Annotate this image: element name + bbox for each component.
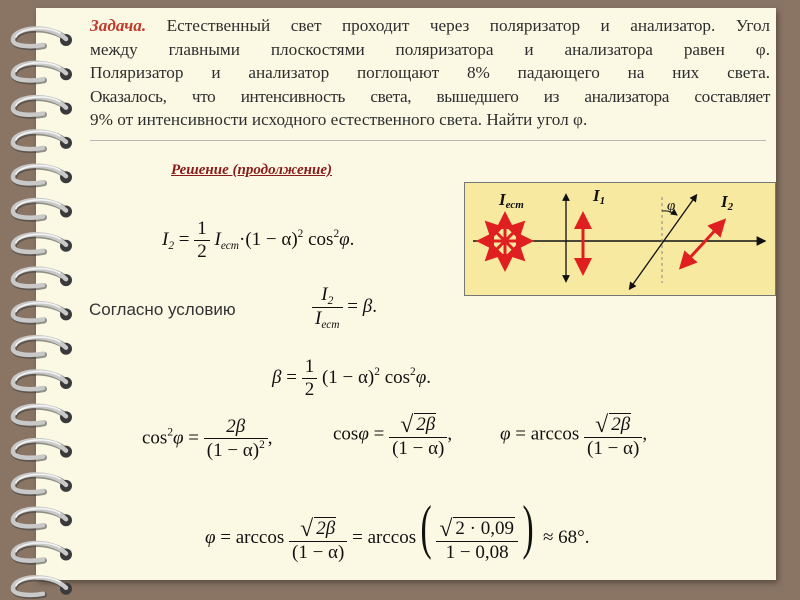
eq4a-fraction (204, 416, 268, 462)
eq1-i: I (214, 228, 221, 250)
problem-line-2: между главными плоскостями поляризатора и анализатора равен φ. (90, 39, 770, 59)
eq2-num (312, 284, 343, 307)
eq2-equals: = (347, 295, 358, 317)
eq5-fraction-2 (436, 514, 518, 564)
eq1-i-sub: ест (220, 239, 240, 252)
eq5-arccos-2: arccos (367, 527, 417, 548)
eq1-lhs: I (162, 228, 169, 250)
eq4b-phi: φ (358, 423, 369, 445)
eq1-paren: (1 − α) (245, 228, 298, 250)
eq5-approx: ≈ (542, 527, 554, 548)
eq2-den-i: I (315, 307, 322, 329)
label-phi: φ (667, 198, 676, 214)
label-i1: I1 (593, 186, 606, 207)
spiral-ring (13, 166, 72, 185)
eq4b-comma: , (447, 423, 453, 445)
equation-final-result (205, 494, 590, 564)
problem-statement (90, 14, 770, 132)
left-paren-icon: ( (420, 494, 432, 561)
eq5-arccos: arccos (235, 527, 285, 548)
equation-ratio-beta (312, 284, 377, 331)
natural-light-star (485, 220, 525, 263)
solution-heading: Решение (продолжение) (171, 162, 332, 178)
eq1-cos: cos (308, 228, 334, 250)
eq3-num: 1 (304, 356, 315, 377)
eq4a-comma: , (267, 427, 273, 449)
spiral-ring (13, 234, 72, 253)
eq3-fraction (302, 356, 318, 401)
eq5-phi: φ (205, 527, 216, 548)
eq5-num-text: 2β (316, 517, 336, 539)
problem-line-5: 9% от интенсивности исходного естественного света. Найти угол φ. (90, 110, 588, 130)
spiral-ring (13, 268, 72, 287)
spiral-ring (13, 200, 72, 219)
equation-cos-squared (142, 416, 273, 462)
sqrt-icon: √ (439, 515, 453, 542)
eq4b-equals: = (373, 423, 385, 445)
eq4c-num (584, 410, 642, 437)
eq2-rhs: β (362, 295, 373, 317)
eq4a-num: 2β (226, 416, 246, 437)
eq5-den: (1 − α) (289, 541, 347, 564)
problem-text-1: Естественный свет проходит через поляризатор и анализатор. Угол (166, 16, 770, 35)
eq4c-num-text: 2β (611, 414, 631, 435)
eq1-dot: · (239, 228, 246, 250)
eq5-equals-2: = (352, 527, 363, 548)
eq3-cos-pow: 2 (410, 365, 416, 378)
eq4a-den-text: (1 − α) (206, 439, 260, 461)
eq5-num (289, 514, 347, 541)
spiral-binding (0, 0, 90, 600)
eq4c-den: (1 − α) (584, 437, 642, 460)
spiral-ring (13, 371, 72, 390)
sqrt-icon: √ (400, 412, 414, 438)
equation-cos (333, 410, 452, 460)
eq4c-phi: φ (500, 423, 511, 445)
label-i2: I2 (721, 192, 734, 213)
eq5-num2-text: 2 · 0,09 (455, 517, 514, 539)
problem-label: Задача. (90, 16, 147, 35)
eq1-num: 1 (197, 218, 207, 239)
eq1-fraction (194, 218, 210, 263)
spiral-ring (13, 63, 72, 82)
eq3-den: 2 (302, 378, 318, 401)
eq1-equals: = (178, 228, 190, 250)
eq4c-comma: , (642, 423, 648, 445)
eq5-result: 68°. (558, 527, 590, 548)
spiral-ring (13, 337, 72, 356)
eq3-end: . (426, 366, 432, 388)
equation-phi-arccos (500, 410, 647, 460)
eq2-den (312, 307, 343, 331)
eq4a-phi: φ (173, 427, 184, 449)
eq3-pow: 2 (374, 365, 380, 378)
eq4b-cos: cos (333, 423, 359, 445)
sqrt-icon: √ (595, 412, 609, 438)
spiral-ring (13, 303, 72, 322)
eq1-end: . (349, 228, 355, 250)
eq5-num-2 (436, 514, 518, 541)
eq4a-cos: cos (142, 427, 168, 449)
eq1-lhs-sub: 2 (168, 239, 175, 252)
eq3-equals: = (286, 366, 297, 388)
equation-intensity-i2 (162, 218, 354, 263)
eq1-cos-pow: 2 (333, 227, 340, 240)
eq3-cos: cos (384, 366, 411, 388)
eq3-lhs: β (272, 366, 282, 388)
separator-line (90, 140, 766, 141)
problem-line-3: Поляризатор и анализатор поглощают 8% падающего на них света. (90, 63, 770, 83)
eq2-den-sub: ест (321, 318, 340, 331)
polarization-diagram (464, 182, 776, 296)
eq1-den: 2 (194, 240, 210, 263)
label-iest: Iест (499, 190, 524, 211)
diagram-svg (465, 183, 775, 295)
spiral-ring (13, 131, 72, 150)
eq3-paren: (1 − α) (321, 366, 375, 388)
condition-text: Согласно условию (89, 300, 236, 319)
problem-line-1 (90, 14, 770, 38)
eq4c-fraction (584, 410, 642, 460)
eq5-fraction (289, 514, 347, 564)
eq5-den2: 1 − 0,08 (436, 541, 518, 564)
eq2-end: . (372, 295, 377, 317)
eq5-equals: = (220, 527, 231, 548)
eq4b-num-text: 2β (416, 414, 436, 435)
eq4b-num (389, 410, 447, 437)
spiral-ring (13, 509, 72, 528)
eq1-pow: 2 (297, 227, 304, 240)
eq3-phi: φ (415, 366, 427, 388)
eq4a-pow: 2 (167, 426, 174, 439)
spiral-ring (13, 406, 72, 425)
eq4c-equals: = (515, 423, 526, 445)
eq4a-den (204, 438, 268, 462)
eq2-fraction (312, 284, 343, 331)
spiral-ring (13, 440, 72, 459)
equation-beta (272, 356, 431, 401)
eq4a-den-pow: 2 (259, 439, 265, 451)
eq1-phi: φ (339, 228, 350, 250)
eq2-num-i: I (321, 284, 328, 305)
eq4b-den: (1 − α) (389, 437, 447, 460)
eq2-num-sub: 2 (327, 294, 334, 307)
eq4a-equals: = (188, 427, 200, 449)
spiral-ring (13, 474, 72, 493)
i2-vector (685, 225, 720, 263)
sqrt-icon: √ (300, 515, 314, 542)
spiral-ring (13, 543, 72, 562)
problem-line-4: Оказалось, что интенсивность света, вышедшего из анализатора составляет (90, 86, 770, 106)
spiral-ring (13, 28, 72, 47)
right-paren-icon: ) (522, 494, 534, 561)
spiral-ring (13, 577, 72, 596)
eq4b-fraction (389, 410, 447, 460)
eq4c-arccos: arccos (530, 423, 580, 445)
spiral-ring (13, 97, 72, 116)
